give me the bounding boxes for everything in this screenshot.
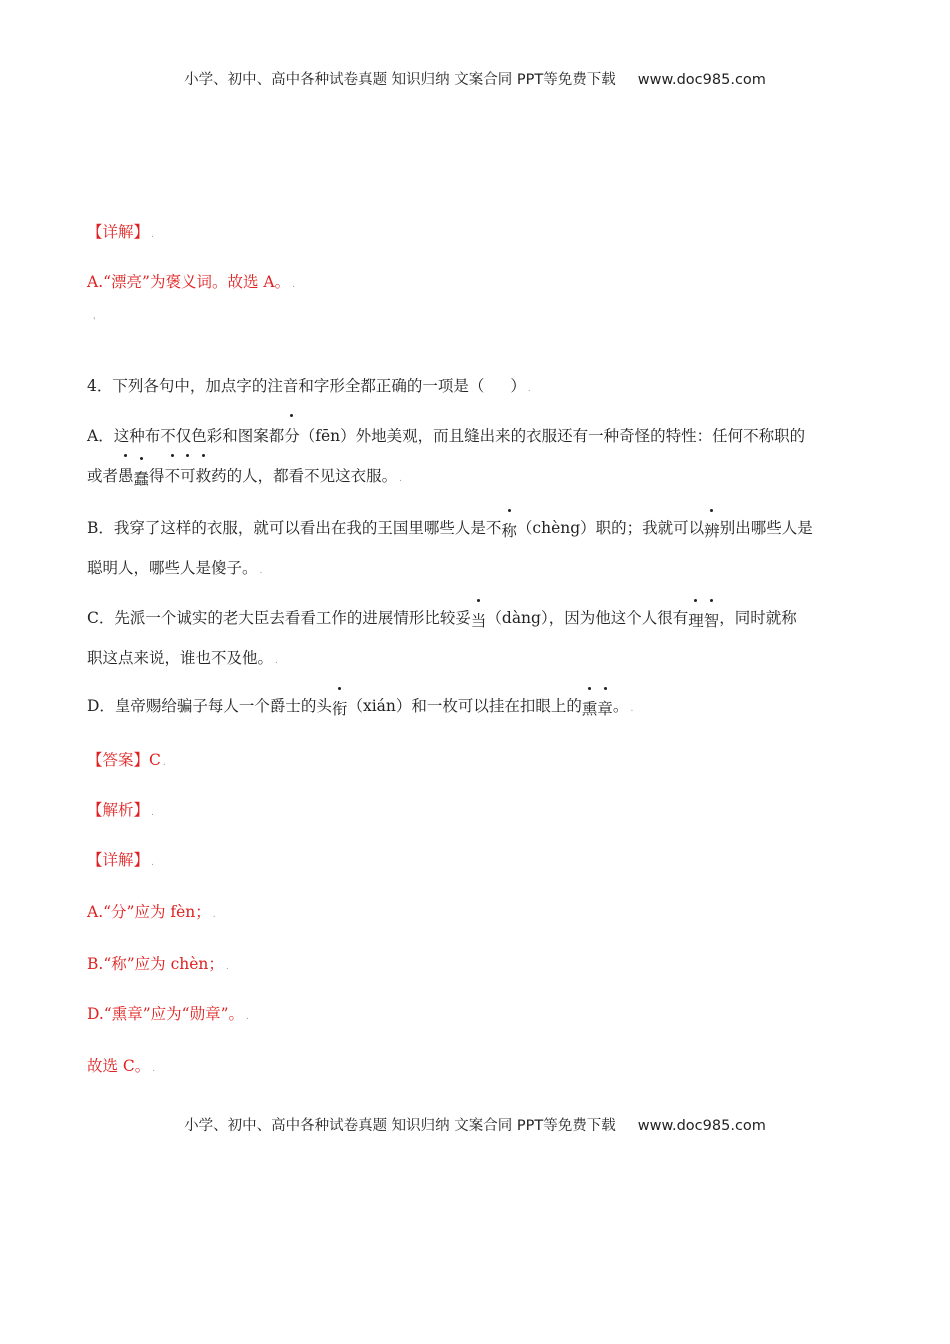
dotted-char: 分 (284, 416, 300, 456)
detail-heading-1: 【详解】 . (87, 223, 154, 241)
option-b-line2: 聪明人，哪些人是傻子。 . (87, 559, 263, 577)
dotted-char: 蠢 (134, 459, 150, 499)
dotted-char: 理 (688, 601, 704, 641)
header-url[interactable]: www.doc985.com (637, 72, 766, 88)
footer-text: 小学、初中、高中各种试卷真题 知识归纳 文案合同 PPT等免费下载 (184, 1118, 616, 1134)
option-a-line2: 或者愚蠢得不可救药的人，都看不见这衣服。 . (87, 456, 867, 499)
detail-line-b: B.“称”应为 chèn； . (87, 955, 229, 973)
detail-heading-2: 【详解】 . (87, 851, 154, 869)
option-c-line1: C．先派一个诚实的老大臣去看看工作的进展情形比较妥当（dàng），因为他这个人很有理智，同时就称 (87, 598, 867, 641)
conclusion-line: 故选 C。 . (87, 1057, 156, 1075)
dotted-char: 衔 (332, 689, 348, 729)
dotted-char: 熏 (582, 689, 598, 729)
dotted-char: 当 (471, 601, 487, 641)
dotted-char: 不 (165, 456, 181, 496)
stray-mark: ' (93, 317, 96, 327)
dotted-char: 称 (501, 511, 517, 551)
header-text: 小学、初中、高中各种试卷真题 知识归纳 文案合同 PPT等免费下载 (184, 72, 616, 88)
dotted-char: 可 (180, 456, 196, 496)
option-a-line1: A．这种布不仅色彩和图案都分（fēn）外地美观，而且缝出来的衣服还有一种奇怪的特性：任何不称职的 (87, 416, 867, 456)
dotted-char: 愚 (118, 456, 134, 496)
dotted-char: 智 (704, 601, 720, 641)
question-stem: 4．下列各句中，加点字的注音和字形全都正确的一项是（ ） . (87, 377, 531, 395)
answer-line: 【答案】C . (87, 751, 166, 769)
page-footer (0, 1114, 950, 1135)
detail-line-a: A.“分”应为 fèn； . (87, 903, 216, 921)
dotted-char: 救 (196, 456, 212, 496)
footer-url[interactable]: www.doc985.com (637, 1118, 766, 1134)
option-c-line2: 职这点来说，谁也不及他。 . (87, 649, 278, 667)
dotted-char: 章 (597, 689, 613, 729)
option-b-line1: B．我穿了这样的衣服，就可以看出在我的王国里哪些人是不称（chèng）职的；我就可以辨别出哪些人是 (87, 508, 867, 551)
analysis-heading: 【解析】 . (87, 801, 154, 819)
dotted-char: 辨 (704, 511, 720, 551)
detail-line-d: D.“熏章”应为“勋章”。 . (87, 1005, 249, 1023)
detail-text-1: A.“漂亮”为褒义词。故选 A。 . (87, 273, 295, 291)
option-d-line1: D．皇帝赐给骗子每人一个爵士的头衔（xián）和一枚可以挂在扣眼上的熏章。 . (87, 686, 867, 729)
page-header (0, 68, 950, 89)
